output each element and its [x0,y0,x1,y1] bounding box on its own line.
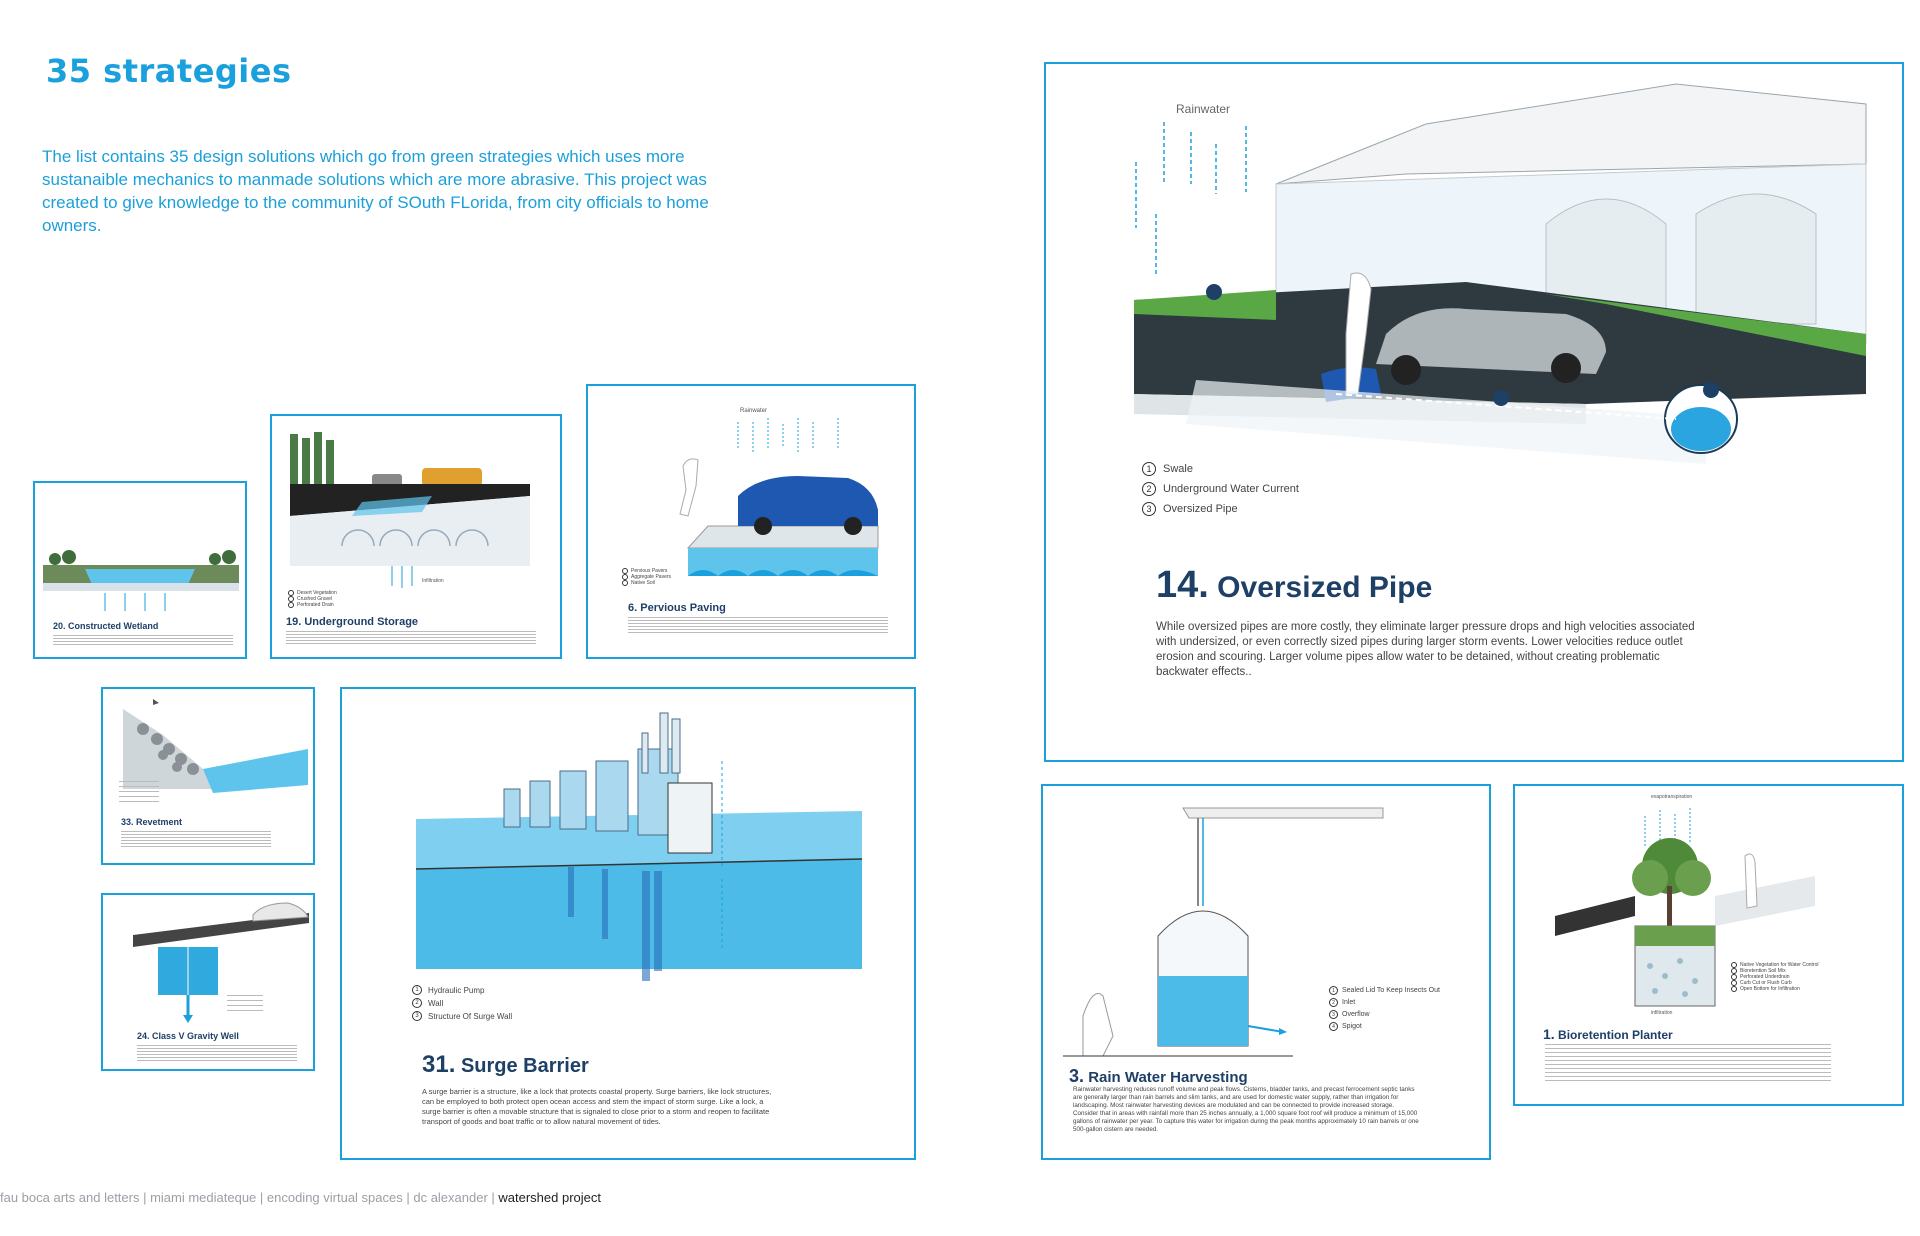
legend-item: 1 Swale [1142,462,1299,476]
planter-text [1545,1044,1831,1082]
surge-title: 31. Surge Barrier [422,1051,589,1078]
storage-title: 19. Underground Storage [286,616,419,628]
gravity-well-text [137,1045,297,1061]
paving-rain-label: Rainwater [740,408,768,414]
legend-item: Open Bottom for Infiltration [1731,986,1818,992]
footer-current: watershed project [494,1190,602,1205]
page-title: 35 strategies [46,52,292,90]
storage-infiltration-label: Infiltration [422,578,444,584]
legend-item: Native Soil [622,580,671,586]
legend-item: 3 Structure Of Surge Wall [412,1011,512,1021]
card-revetment [101,687,315,865]
pipe-rain-label: Rainwater [1176,102,1231,116]
legend-item: 3 Oversized Pipe [1142,502,1299,516]
pipe-body: While oversized pipes are more costly, they eliminate larger pressure drops and high velocities associated with undersized, or even correctly sized pipes during larger storm events. Lower velocities reduce outlet erosion and scouring. Larger volume pipes allow water to be detained, without creating problematic backwater effects.. [1156,621,1695,678]
planter-evapo-label: evapotranspiration [1651,794,1693,800]
legend-item: Crushed Gravel [288,596,337,602]
revetment-title: 33. Revetment [121,817,183,827]
wetland-text [53,635,233,647]
revetment-legend-lines [119,781,159,803]
planter-title: 1. Bioretention Planter [1543,1026,1673,1042]
legend-item: 2 Inlet [1329,998,1440,1007]
intro-paragraph: The list contains 35 design solutions which go from green strategies which uses more sustanaible mechanics to manmade solutions which are more abrasive. This project was created to give knowledge to the community of SOuth FLorida, from city officials to home owners. [42,147,709,235]
revetment-text [121,831,271,849]
pipe-legend [1142,462,1299,516]
paving-legend [622,568,671,586]
legend-item: 4 Spigot [1329,1022,1440,1031]
legend-item: 3 Overflow [1329,1010,1440,1019]
wetland-illustration [35,483,247,659]
legend-item: 2 Underground Water Current [1142,482,1299,496]
legend-item: Aggregate Pavers [622,574,671,580]
legend-item: Curb Cut or Flush Curb [1731,980,1818,986]
surge-legend [412,985,512,1021]
pipe-title: 14. Oversized Pipe [1156,564,1433,606]
planter-infiltration-label: infiltration [1651,1010,1673,1016]
card-gravity-well [101,893,315,1071]
storage-legend [288,590,337,608]
harvest-body: Rainwater harvesting reduces runoff volume and peak flows. Cisterns, bladder tanks, and precast ferrocement septic tanks are generally larger than rain barrels and slim tanks, and are used for domestic water supply, rather than irrigation for landscaping. Most rainwater harvesting devices are modulated and can be connected to provide increased storage. Consider that in areas with rainfall more than 25 inches annually, a 1,000 square foot roof will produce a minimum of 15,000 gallons of rainwater per year. To capture this water for irrigation during the peak months approximately 10 rain barrels or one 500-gallon cistern are needed. [1073,1086,1419,1133]
legend-item: 1 Sealed Lid To Keep Insects Out [1329,986,1440,995]
legend-item: 2 Wall [412,998,512,1008]
gravity-well-title: 24. Class V Gravity Well [137,1031,239,1041]
footer-breadcrumb [0,1190,601,1205]
card-pervious-paving [586,384,916,659]
paving-title: 6. Pervious Paving [628,602,726,614]
card-bioretention-planter [1513,784,1904,1106]
legend-item: Bioretention Soil Mix [1731,968,1818,974]
card-underground-storage [270,414,562,659]
gravity-legend-lines [227,995,263,1013]
legend-item: 1 Hydraulic Pump [412,985,512,995]
card-oversized-pipe [1044,62,1904,762]
harvest-legend [1329,986,1440,1031]
harvest-title: 3. Rain Water Harvesting [1069,1066,1248,1086]
card-surge-barrier [340,687,916,1160]
planter-legend [1731,962,1818,992]
legend-item: Pervious Pavers [622,568,671,574]
legend-item: Native Vegetation for Water Control [1731,962,1818,968]
legend-item: Perforated Underdrain [1731,974,1818,980]
footer-trail: fau boca arts and letters | miami mediateque | encoding virtual spaces | dc alexander | [0,1190,495,1205]
legend-item: Perforated Drain [288,602,337,608]
legend-item: Desert Vegetation [288,590,337,596]
wetland-title: 20. Constructed Wetland [53,621,159,631]
card-rain-water-harvesting [1041,784,1491,1160]
card-constructed-wetland [33,481,247,659]
paving-text [628,617,888,633]
surge-body: A surge barrier is a structure, like a lock that protects coastal property. Surge barriers, like lock structures, can be employed to both protect open ocean access and stem the impact of storm surge. Like a lock, a surge barrier is often a movable structure that is signaled to close prior to a storm and reopen to facilitate transport of goods and boat traffic or to allow natural movement of tides. [422,1087,772,1126]
storage-text [286,631,536,645]
